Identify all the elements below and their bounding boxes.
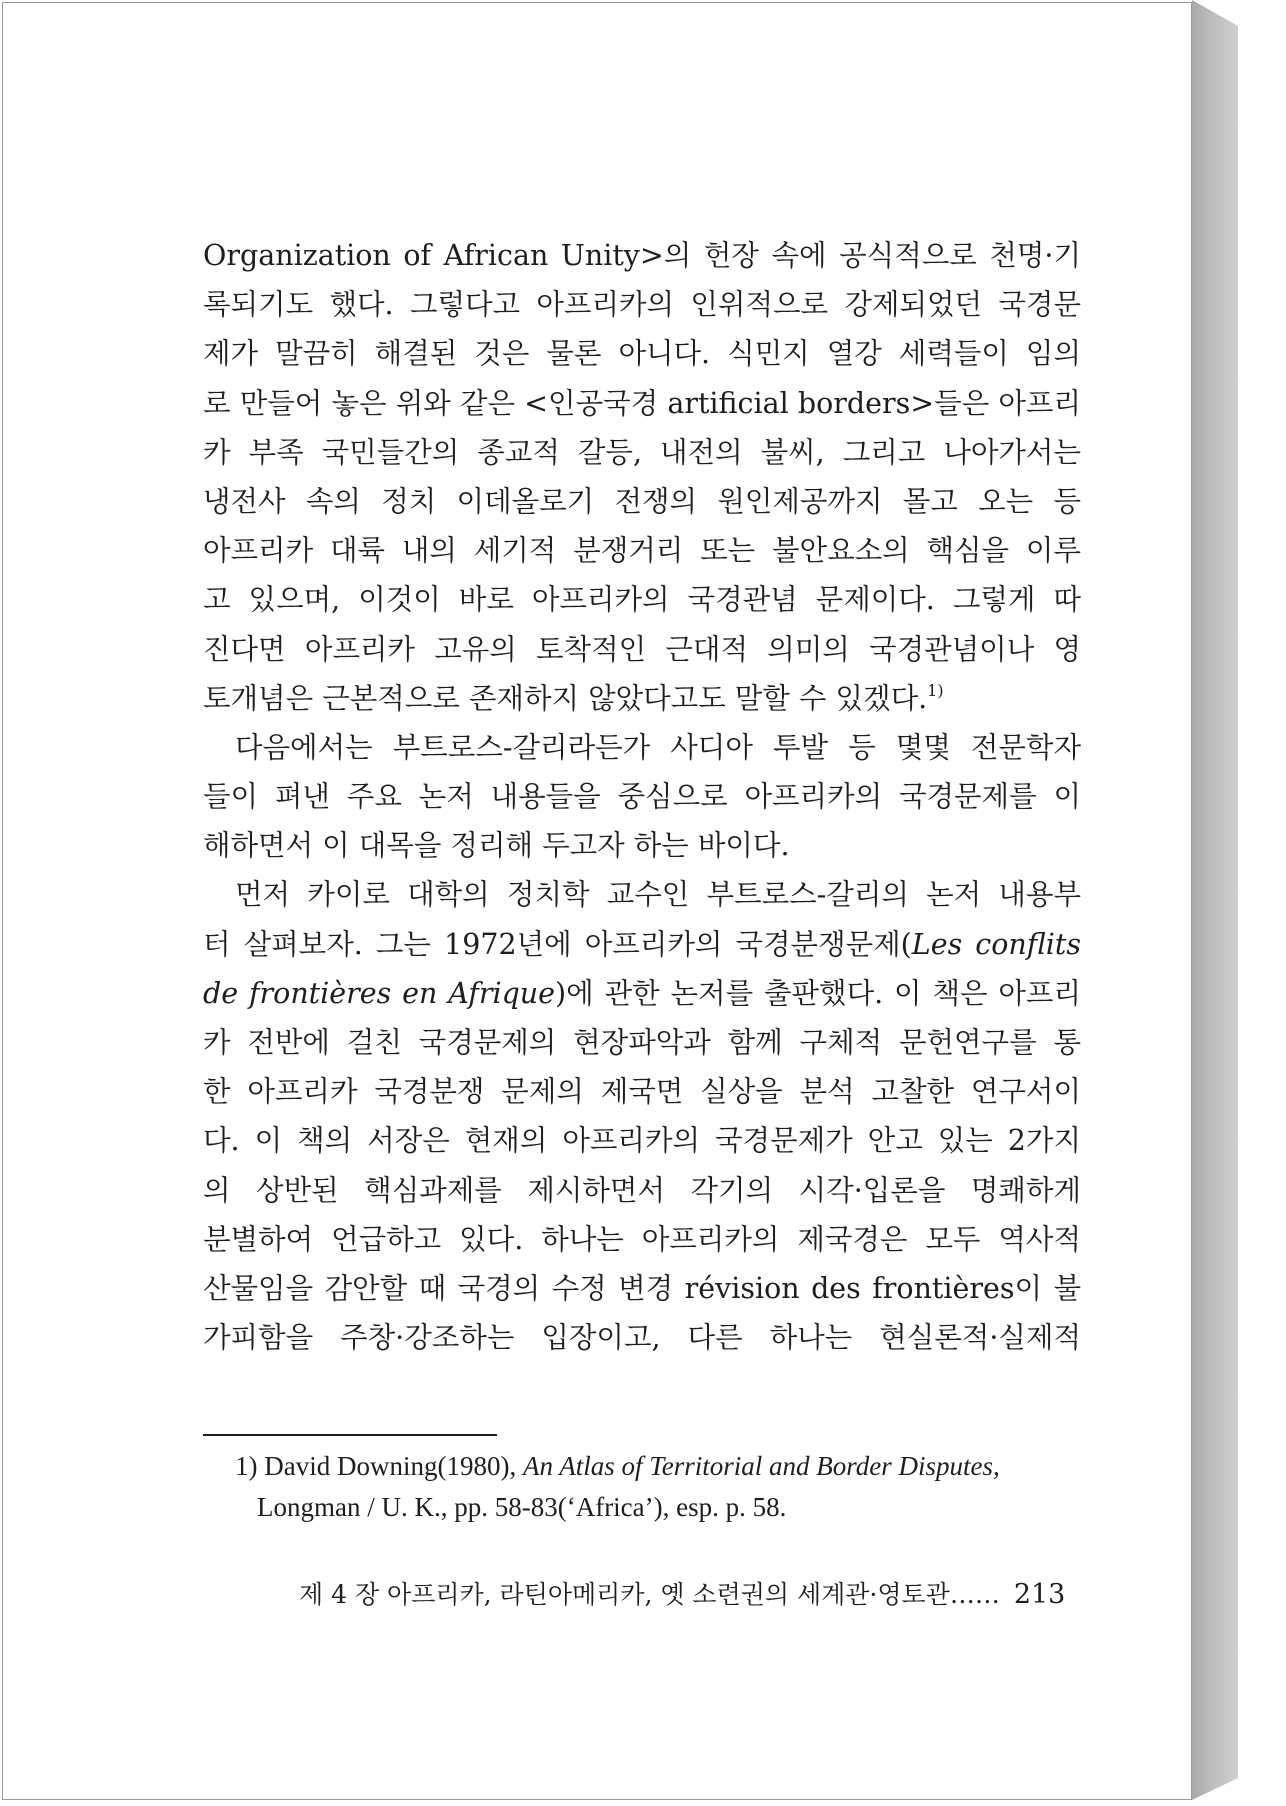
text-line: 록되기도 했다. 그렇다고 아프리카의 인위적으로 강제되었던 국경문: [203, 288, 1081, 322]
text-line: 먼저 카이로 대학의 정치학 교수인 부트로스-갈리의 논저 내용부: [235, 878, 1081, 912]
text-line: 가피함을 주창·강조하는 입장이고, 다른 하나는 현실론적·실제적: [203, 1321, 1081, 1355]
page-number: 213: [1013, 1579, 1066, 1610]
book-page: [2, 2, 1192, 1800]
footnote-title: An Atlas of Territorial and Border Disputes,: [522, 1451, 1000, 1481]
running-footer: [299, 1575, 1066, 1615]
book-title-italic: Les conflits: [911, 927, 1081, 961]
book-title-italic: de frontières en Afrique: [203, 976, 556, 1010]
text-line-content: )에 관한 논저를 출판했다. 이 책은 아프리: [555, 976, 1081, 1010]
footnote-author: David Downing(1980),: [264, 1451, 517, 1481]
text-line: 고 있으며, 이것이 바로 아프리카의 국경관념 문제이다. 그렇게 따: [203, 583, 1081, 617]
text-line: 냉전사 속의 정치 이데올로기 전쟁의 원인제공까지 몰고 오는 등: [203, 484, 1081, 518]
text-line: [203, 920, 1081, 969]
footnote-line: Longman / U. K., pp. 58-83(‘Africa’), esp. p. 58.: [257, 1492, 787, 1522]
text-line: 의 상반된 핵심과제를 제시하면서 각기의 시각·입론을 명쾌하게: [203, 1173, 1081, 1207]
text-line-content: 터 살펴보자. 그는 1972년에 아프리카의 국경분쟁문제(: [203, 927, 912, 961]
text-line: 분별하여 언급하고 있다. 하나는 아프리카의 제국경은 모두 역사적: [203, 1222, 1081, 1256]
footnote-reference[interactable]: 1): [927, 680, 944, 700]
text-line: 진다면 아프리카 고유의 토착적인 근대적 의미의 국경관념이나 영: [203, 632, 1081, 666]
footnote: [235, 1446, 1083, 1528]
text-line: 산물임을 감안할 때 국경의 수정 변경 révision des frontières이 불: [203, 1271, 1081, 1305]
footnote-divider: [203, 1434, 497, 1436]
body-text: [203, 231, 1081, 1362]
text-line: 해하면서 이 대목을 정리해 두고자 하는 바이다.: [203, 829, 790, 863]
chapter-title: 제 4 장 아프리카, 라틴아메리카, 옛 소련권의 세계관·영토관……: [299, 1580, 1000, 1609]
text-line-content: 토개념은 근본적으로 존재하지 않았다고도 말할 수 있겠다.: [203, 681, 928, 715]
text-line: 다. 이 책의 서장은 현재의 아프리카의 국경문제가 안고 있는 2가지: [203, 1124, 1081, 1158]
text-line: 로 만들어 놓은 위와 같은 <인공국경 artificial borders>들은 아프리: [203, 386, 1081, 420]
text-line: 카 부족 국민들간의 종교적 갈등, 내전의 불씨, 그리고 나아가서는: [203, 435, 1081, 469]
text-line: 제가 말끔히 해결된 것은 물론 아니다. 식민지 열강 세력들이 임의: [203, 337, 1081, 371]
text-line: 카 전반에 걸친 국경문제의 현장파악과 함께 구체적 문헌연구를 통: [203, 1026, 1081, 1059]
footnote-line: [235, 1446, 1083, 1487]
text-line: 들이 펴낸 주요 논저 내용들을 중심으로 아프리카의 국경문제를 이: [203, 780, 1081, 814]
text-line: 다음에서는 부트로스-갈리라든가 사디아 투발 등 몇몇 전문학자: [235, 730, 1081, 764]
text-line: [203, 674, 1081, 723]
text-line: Organization of African Unity>의 헌장 속에 공식적으로 천명·기: [203, 239, 1081, 272]
text-line: 아프리카 대륙 내의 세기적 분쟁거리 또는 불안요소의 핵심을 이루: [203, 534, 1081, 568]
footnote-marker: 1): [235, 1451, 258, 1481]
text-line: 한 아프리카 국경분쟁 문제의 제국면 실상을 분석 고찰한 연구서이: [203, 1075, 1081, 1109]
text-line: [203, 969, 1081, 1018]
page-stack-edge: [1192, 0, 1238, 1800]
